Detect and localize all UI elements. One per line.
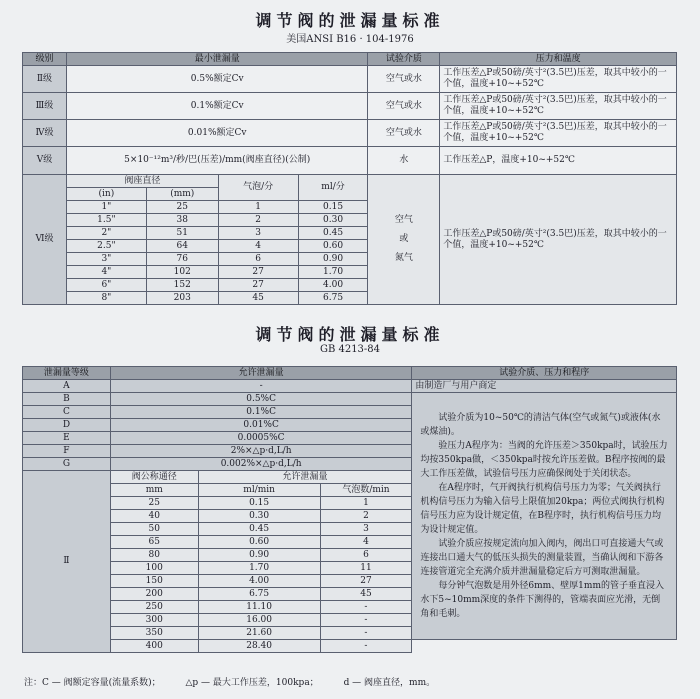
procedure-para: 试验介质为10~50℃的清洁气体(空气或氮气)或液体(水或煤油)。	[420, 413, 661, 437]
procedure-para: 在A程序时，气开阀执行机构信号压力为零；气关阀执行机构信号压力为输入信号上限值加20kpa；两位式阀执行机构信号压力应为设计规定值，在B程序时，执行机构信号压力均为设计规定值。	[420, 483, 665, 535]
cell: 350	[110, 627, 198, 640]
cell: 11.10	[198, 601, 320, 614]
grade-cell: C	[23, 406, 111, 419]
table1-row	[23, 147, 677, 175]
gb-leakage-table	[22, 366, 677, 653]
header-medium: 试验介质	[368, 53, 440, 66]
cell: 152	[146, 279, 218, 292]
cell: 38	[146, 214, 218, 227]
cell: 0.60	[298, 240, 368, 253]
cell: 16.00	[198, 614, 320, 627]
seat-diameter-header: 阀座直径	[66, 175, 218, 188]
cell: 250	[110, 601, 198, 614]
cell: 1.70	[298, 266, 368, 279]
cell: 2"	[66, 227, 146, 240]
cell: 4	[320, 536, 412, 549]
cell: 45	[320, 588, 412, 601]
title-gb: 调节阀的泄漏量标准	[255, 325, 445, 344]
cell: 1.5"	[66, 214, 146, 227]
cell: 300	[110, 614, 198, 627]
cell: 6.75	[198, 588, 320, 601]
cell: 40	[110, 510, 198, 523]
header-allowed-leak: 允许泄漏量	[110, 367, 412, 380]
mm-header: (mm)	[146, 188, 218, 201]
cell: 1.70	[198, 562, 320, 575]
condition-cell: 工作压差△P或50磅/英寸²(3.5巴)压差，取其中较小的一个值，温度+10~+52℃	[440, 120, 677, 147]
cell: 150	[110, 575, 198, 588]
mm-header: mm	[110, 484, 198, 497]
leak-cell: 0.5%额定Cv	[66, 66, 368, 93]
cell: 1"	[66, 201, 146, 214]
cell: 11	[320, 562, 412, 575]
footnote-c: 注：C — 阀额定容量(流量系数)；	[24, 678, 161, 688]
cell: 203	[146, 292, 218, 305]
cell: 0.15	[198, 497, 320, 510]
header-procedure: 试验介质、压力和程序	[412, 367, 677, 380]
table-row	[23, 640, 677, 653]
cell: -	[320, 601, 412, 614]
medium-nitrogen: 氮气	[394, 253, 413, 263]
cell: 3"	[66, 253, 146, 266]
cell: 0.30	[198, 510, 320, 523]
cell: 0.15	[298, 201, 368, 214]
level-cell: Ⅵ级	[23, 175, 67, 305]
cell: 4"	[66, 266, 146, 279]
cell: -	[320, 614, 412, 627]
ml-min-header: ml/min	[198, 484, 320, 497]
cell: 0.45	[298, 227, 368, 240]
cell: 8"	[66, 292, 146, 305]
cell: 400	[110, 640, 198, 653]
cell: 65	[110, 536, 198, 549]
bubbles-header: 气泡/分	[218, 175, 298, 201]
cell: 50	[110, 523, 198, 536]
level6-header-row	[23, 175, 677, 188]
procedure-para: 验压力A程序为：当阀的允许压差＞350kpa时，试验压力均按350kpa做，＜350kpa时按允许压差做。B程序按阀的最大工作压差做，试验信号压力应确保阀处于关闭状态。	[420, 441, 668, 479]
cell: 76	[146, 253, 218, 266]
condition-cell: 工作压差△P或50磅/英寸²(3.5巴)压差，取其中较小的一个值，温度+10~+52℃	[440, 66, 677, 93]
table2-header	[23, 367, 677, 380]
cell: 0.30	[298, 214, 368, 227]
medium-cell: 空气或水	[368, 66, 440, 93]
header-grade: 泄漏量等级	[23, 367, 111, 380]
cell: 200	[110, 588, 198, 601]
ml-header: ml/分	[298, 175, 368, 201]
table1-row	[23, 93, 677, 120]
cell: 4.00	[298, 279, 368, 292]
leak-cell: 0.5%C	[110, 393, 412, 406]
cell: 2	[320, 510, 412, 523]
medium-cell: 水	[368, 147, 440, 175]
subtitle-ansi: 美国ANSI B16 · 104-1976	[286, 34, 414, 45]
in-header: (in)	[66, 188, 146, 201]
cell: 6"	[66, 279, 146, 292]
cell: 2	[218, 214, 298, 227]
cell: 4.00	[198, 575, 320, 588]
grade-cell: F	[23, 445, 111, 458]
medium-cell	[368, 175, 440, 305]
grade-cell: Ⅱ	[23, 471, 111, 653]
header-level: 级别	[23, 53, 67, 66]
grade-cell: A	[23, 380, 111, 393]
condition-cell: 工作压差△P，温度+10~+52℃	[440, 147, 677, 175]
level-cell: Ⅴ级	[23, 147, 67, 175]
cell: 6.75	[298, 292, 368, 305]
level-cell: Ⅱ级	[23, 66, 67, 93]
cell: 102	[146, 266, 218, 279]
cell: 51	[146, 227, 218, 240]
condition-cell: 工作压差△P或50磅/英寸²(3.5巴)压差，取其中较小的一个值，温度+10~+52℃	[440, 175, 677, 305]
grade-cell: E	[23, 432, 111, 445]
cell: 4	[218, 240, 298, 253]
ansi-leakage-table	[22, 52, 677, 305]
footnote-d: d — 阀座直径，mm。	[343, 678, 436, 688]
leak-cell: 0.0005%C	[110, 432, 412, 445]
table1-header	[23, 53, 677, 66]
grade-cell: G	[23, 458, 111, 471]
cell: 27	[320, 575, 412, 588]
medium-cell: 空气或水	[368, 93, 440, 120]
procedure-para: 试验介质应按规定流向加入阀内，阀出口可直接通大气或连接出口通大气的低压头损失的测量装置，当确认阀和下游各连接管道完全充满介质并泄漏量稳定后方可测取泄漏量。	[420, 539, 664, 577]
leak-cell: 2%×△p·d,L/h	[110, 445, 412, 458]
subtitle-gb: GB 4213-84	[319, 344, 381, 355]
table-row	[23, 393, 677, 406]
cell: 0.60	[198, 536, 320, 549]
table-row	[23, 380, 677, 393]
cell: 0.90	[198, 549, 320, 562]
cell: 2.5"	[66, 240, 146, 253]
header-min-leak: 最小泄漏量	[66, 53, 368, 66]
cell: 100	[110, 562, 198, 575]
medium-cell: 空气或水	[368, 120, 440, 147]
cell: 6	[218, 253, 298, 266]
header-pressure-temp: 压力和温度	[440, 53, 677, 66]
leak-cell: 5×10⁻¹²m³/秒/巴(压差)/mm(阀座直径)(公制)	[66, 147, 368, 175]
title-ansi: 调节阀的泄漏量标准	[255, 11, 445, 30]
cell: 3	[218, 227, 298, 240]
cell: 80	[110, 549, 198, 562]
cell: 28.40	[198, 640, 320, 653]
cell: 27	[218, 266, 298, 279]
cell: 6	[320, 549, 412, 562]
level-cell: Ⅳ级	[23, 120, 67, 147]
cell: 0.45	[198, 523, 320, 536]
leak-cell: -	[110, 380, 412, 393]
medium-air: 空气	[394, 215, 413, 225]
cell: 25	[110, 497, 198, 510]
leak-cell: 0.01%C	[110, 419, 412, 432]
leak-cell: 0.01%额定Cv	[66, 120, 368, 147]
level-cell: Ⅲ级	[23, 93, 67, 120]
procedure-cell	[412, 393, 677, 640]
cell: 27	[218, 279, 298, 292]
grade-cell: D	[23, 419, 111, 432]
cell: 1	[320, 497, 412, 510]
cell: 25	[146, 201, 218, 214]
procedure-para: 每分钟气泡数是用外径6mm、壁厚1mm的管子垂直浸入水下5~10mm深度的条件下测得的，管端表面应光滑，无倒角和毛刺。	[420, 581, 664, 619]
grade-cell: B	[23, 393, 111, 406]
cell: -	[320, 627, 412, 640]
dn-header: 阀公称通径	[110, 471, 198, 484]
footnote-p: △p — 最大工作压差，100kpa；	[185, 678, 319, 688]
leak-cell: 0.1%C	[110, 406, 412, 419]
cell: 21.60	[198, 627, 320, 640]
bubbles-min-header: 气泡数/min	[320, 484, 412, 497]
cell: 0.90	[298, 253, 368, 266]
cell: -	[320, 640, 412, 653]
cell: 64	[146, 240, 218, 253]
allowed-header: 允许泄漏量	[198, 471, 412, 484]
table1-row	[23, 66, 677, 93]
grade-a-note: 由制造厂与用户商定	[412, 380, 677, 393]
leak-cell: 0.1%额定Cv	[66, 93, 368, 120]
leak-cell: 0.002%×△p·d,L/h	[110, 458, 412, 471]
medium-or: 或	[399, 234, 409, 244]
cell: 1	[218, 201, 298, 214]
cell: 45	[218, 292, 298, 305]
condition-cell: 工作压差△P或50磅/英寸²(3.5巴)压差，取其中较小的一个值，温度+10~+52℃	[440, 93, 677, 120]
table1-row	[23, 120, 677, 147]
cell: 3	[320, 523, 412, 536]
footnote	[24, 675, 457, 688]
